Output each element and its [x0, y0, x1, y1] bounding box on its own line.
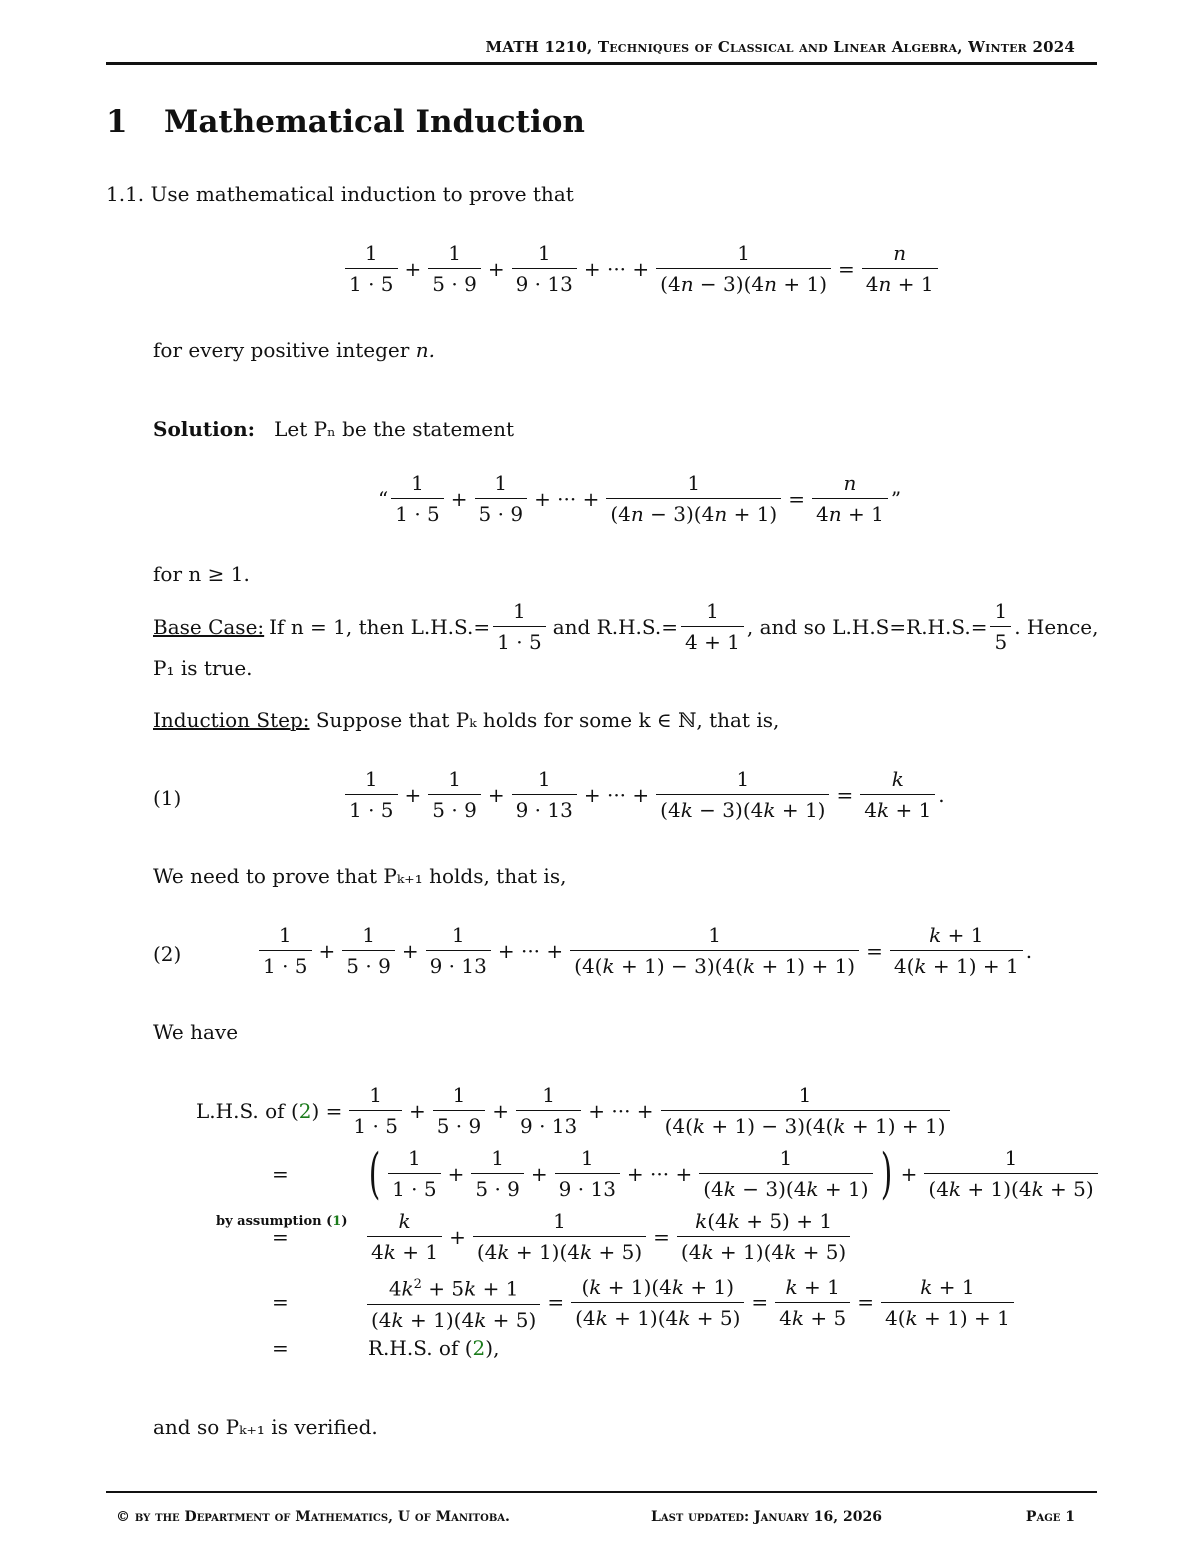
derivation-line-3: = $\frac{k}{4k + 1}$ + $\frac{1}{(4k + 1)(4k + 5)}$ = $\frac{k(4k + 5) + 1}{(4k + 1)(4k + 5)}$	[272, 1208, 853, 1265]
ref-eq2[interactable]: 2	[298, 1098, 312, 1123]
derivation-line-2: = ( $\frac{1}{1 \cdot 5}$ + $\frac{1}{5 \cdot 9}$ + $\frac{1}{9 \cdot 13}$ + ··· + $\frac{1}{(4k - 3)(4k + 1)}$ ) + $\frac{1}{(4k + 1)(4k + 5)}$	[272, 1145, 1101, 1202]
equation-1: $\frac{1}{1 \cdot 5}$ + $\frac{1}{5 \cdot 9}$ + $\frac{1}{9 \cdot 13}$ + ··· + $\frac{1}{(4k - 3)(4k + 1)}$ = $\frac{k}{4k + 1}$ .	[342, 766, 945, 823]
need-text: We need to prove that Pₖ₊₁ holds, that is,	[153, 864, 567, 888]
equation-2: $\frac{1}{1 \cdot 5}$ + $\frac{1}{5 \cdot 9}$ + $\frac{1}{9 \cdot 13}$ + ··· + $\frac{1}{(4(k + 1) - 3)(4(k + 1) + 1)}$ = $\frac{k + 1}{4(k + 1) + 1}$ .	[256, 922, 1032, 979]
base-case-conclusion: P₁ is true.	[153, 656, 253, 680]
we-have-text: We have	[153, 1020, 239, 1044]
derivation-line-1: L.H.S. of ( 2 ) = $\frac{1}{1 \cdot 5}$ + $\frac{1}{5 \cdot 9}$ + $\frac{1}{9 \cdot 13}$ + ··· + $\frac{1}{(4(k + 1) - 3)(4(k + 1) + 1)}$	[196, 1082, 953, 1139]
eq2-label: (2)	[153, 942, 182, 966]
problem-intro: Use mathematical induction to prove that	[150, 182, 574, 206]
footer-updated: Last updated: January 16, 2026	[651, 1509, 882, 1525]
page-header	[106, 36, 1097, 65]
ref-eq2-rhs[interactable]: 2	[472, 1336, 486, 1360]
induction-step-label: Induction Step:	[153, 708, 310, 732]
footer-page-number: Page 1	[1025, 1509, 1075, 1525]
base-case: Base Case: If n = 1, then L.H.S.= $\frac{1}{1 \cdot 5}$ and R.H.S.= $\frac{1}{4 + 1}$ , and so L.H.S=R.H.S.= $\frac{1}{5}$ . Hence,	[153, 599, 1099, 654]
problem-after: for every positive integer n.	[153, 338, 435, 362]
solution-intro: Solution: Let Pₙ be the statement	[153, 417, 515, 441]
solution-label: Solution:	[153, 417, 256, 441]
section-title-text: Mathematical Induction	[164, 104, 585, 140]
problem-statement	[106, 182, 574, 206]
ref-eq1[interactable]: 1	[332, 1214, 342, 1229]
page-footer	[106, 1491, 1097, 1529]
induction-step: Induction Step: Suppose that Pₖ holds for some k ∈ ℕ, that is,	[153, 708, 780, 732]
footer-copyright: © by the Department of Mathematics, U of Manitoba.	[116, 1509, 510, 1525]
section-title	[106, 104, 585, 140]
eq1-label: (1)	[153, 786, 182, 810]
section-number: 1	[106, 104, 128, 140]
derivation-line-5: = R.H.S. of ( 2 ),	[272, 1336, 500, 1360]
main-equation: $\frac{1}{1 \cdot 5}$ + $\frac{1}{5 \cdot 9}$ + $\frac{1}{9 \cdot 13}$ + ··· + $\frac{1}{(4n - 3)(4n + 1)}$ = $\frac{n}{4n + 1}$	[342, 240, 941, 297]
for-n-text: for n ≥ 1.	[153, 562, 250, 586]
statement-equation: “ $\frac{1}{1 \cdot 5}$ + $\frac{1}{5 \cdot 9}$ + ··· + $\frac{1}{(4n - 3)(4n + 1)}$ = $\frac{n}{4n + 1}$ ”	[378, 471, 902, 526]
header-text: MATH 1210, Techniques of Classical and Linear Algebra, Winter 2024	[485, 38, 1075, 56]
by-assumption-note: by assumption (1)	[216, 1214, 348, 1229]
problem-number: 1.1.	[106, 182, 145, 206]
conclusion-text: and so Pₖ₊₁ is verified.	[153, 1415, 378, 1439]
base-case-label: Base Case:	[153, 614, 265, 639]
derivation-line-4: = $\frac{4k^2 + 5k + 1}{(4k + 1)(4k + 5)}$ = $\frac{(k + 1)(4k + 1)}{(4k + 1)(4k + 5)}$ = $\frac{k + 1}{4k + 5}$ = $\frac{k + 1}{4(k + 1) + 1}$	[272, 1272, 1017, 1333]
